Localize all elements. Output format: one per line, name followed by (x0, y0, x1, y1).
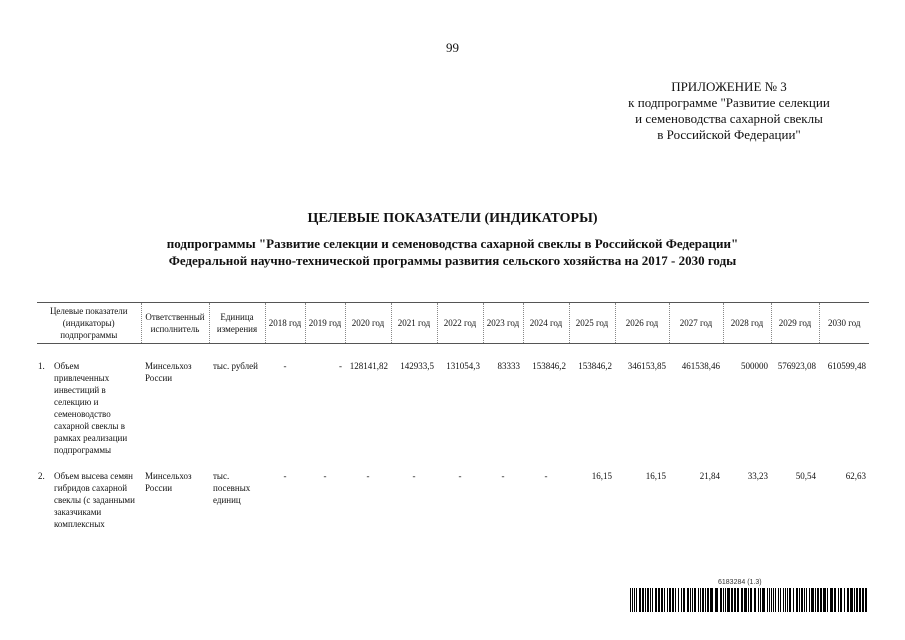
value-cell: 142933,5 (400, 361, 434, 371)
value-cell: - (412, 471, 416, 481)
table-row (37, 344, 869, 457)
document-subtitle (0, 235, 905, 269)
value-cell: - (323, 471, 327, 481)
header-year: 2027 год (669, 303, 723, 344)
header-year: 2024 год (523, 303, 569, 344)
value-cell: 128141,82 (349, 361, 388, 371)
header-year: 2022 год (437, 303, 483, 344)
document-title: ЦЕЛЕВЫЕ ПОКАЗАТЕЛИ (ИНДИКАТОРЫ) (307, 211, 598, 226)
value-cell: 153846,2 (578, 361, 612, 371)
appendix-line: в Российской Федерации" (657, 127, 801, 142)
header-year: 2030 год (819, 303, 869, 344)
indicator-name: Объем высева семян гибридов сахарной свеклы (с заданными заказчиками комплексных (54, 471, 135, 529)
unit-cell: тыс. рублей (213, 361, 258, 371)
appendix-block (594, 79, 864, 143)
header-year: 2028 год (723, 303, 771, 344)
barcode-number: 6183284 (1.3) (718, 579, 762, 586)
value-cell: 153846,2 (532, 361, 566, 371)
value-cell: 83333 (497, 361, 520, 371)
header-year: 2018 год (265, 303, 305, 344)
indicator-name-cell (37, 344, 141, 457)
subtitle-line-1: подпрограммы "Развитие селекции и семеноводства сахарной свеклы в Российской Федерации" (166, 236, 739, 251)
table-row (37, 456, 869, 530)
value-cell: - (283, 361, 287, 371)
appendix-line: и семеноводства сахарной свеклы (635, 111, 823, 126)
unit-cell: тыс. посевных единиц (213, 471, 251, 505)
header-year: 2025 год (569, 303, 615, 344)
value-cell: 21,84 (699, 471, 720, 481)
barcode-icon (630, 588, 870, 612)
header-unit: Единица измерения (209, 303, 265, 344)
value-cell: 576923,08 (777, 361, 816, 371)
header-year: 2020 год (345, 303, 391, 344)
indicator-name-cell (37, 456, 141, 530)
indicators-table (37, 302, 869, 530)
value-cell: 16,15 (645, 471, 666, 481)
row-number: 1. (38, 361, 45, 371)
header-year: 2023 год (483, 303, 523, 344)
indicator-name: Объем привлеченных инвестиций в селекцию и семеноводство сахарной свеклы в рамках реализации подпрограммы (54, 361, 128, 455)
value-cell: 500000 (741, 361, 768, 371)
table-header-row (37, 303, 869, 344)
header-year: 2021 год (391, 303, 437, 344)
value-cell: - (458, 471, 462, 481)
header-indicators: Целевые показатели (индикаторы) подпрограммы (37, 303, 141, 344)
executor-cell: Минсельхоз России (145, 471, 192, 493)
row-number: 2. (38, 471, 45, 481)
executor-cell: Минсельхоз России (145, 361, 192, 383)
value-cell: - (366, 471, 370, 481)
value-cell: 16,15 (591, 471, 612, 481)
header-year: 2019 год (305, 303, 345, 344)
header-year: 2026 год (615, 303, 669, 344)
header-executor: Ответственный исполнитель (141, 303, 209, 344)
appendix-line: к подпрограмме "Развитие селекции (628, 95, 830, 110)
value-cell: - (501, 471, 505, 481)
value-cell: 346153,85 (627, 361, 666, 371)
value-cell: 610599,48 (827, 361, 866, 371)
value-cell: 33,23 (747, 471, 768, 481)
appendix-line: ПРИЛОЖЕНИЕ № 3 (671, 79, 787, 94)
value-cell: - (544, 471, 548, 481)
value-cell: 131054,3 (446, 361, 480, 371)
value-cell: - (283, 471, 287, 481)
value-cell: 461538,46 (681, 361, 720, 371)
value-cell: - (339, 361, 342, 371)
value-cell: 62,63 (845, 471, 866, 481)
page-number: 99 (446, 40, 459, 55)
value-cell: 50,54 (795, 471, 816, 481)
subtitle-line-2: Федеральной научно-технической программы развития сельского хозяйства на 2017 - 2030 годы (168, 253, 737, 268)
header-year: 2029 год (771, 303, 819, 344)
